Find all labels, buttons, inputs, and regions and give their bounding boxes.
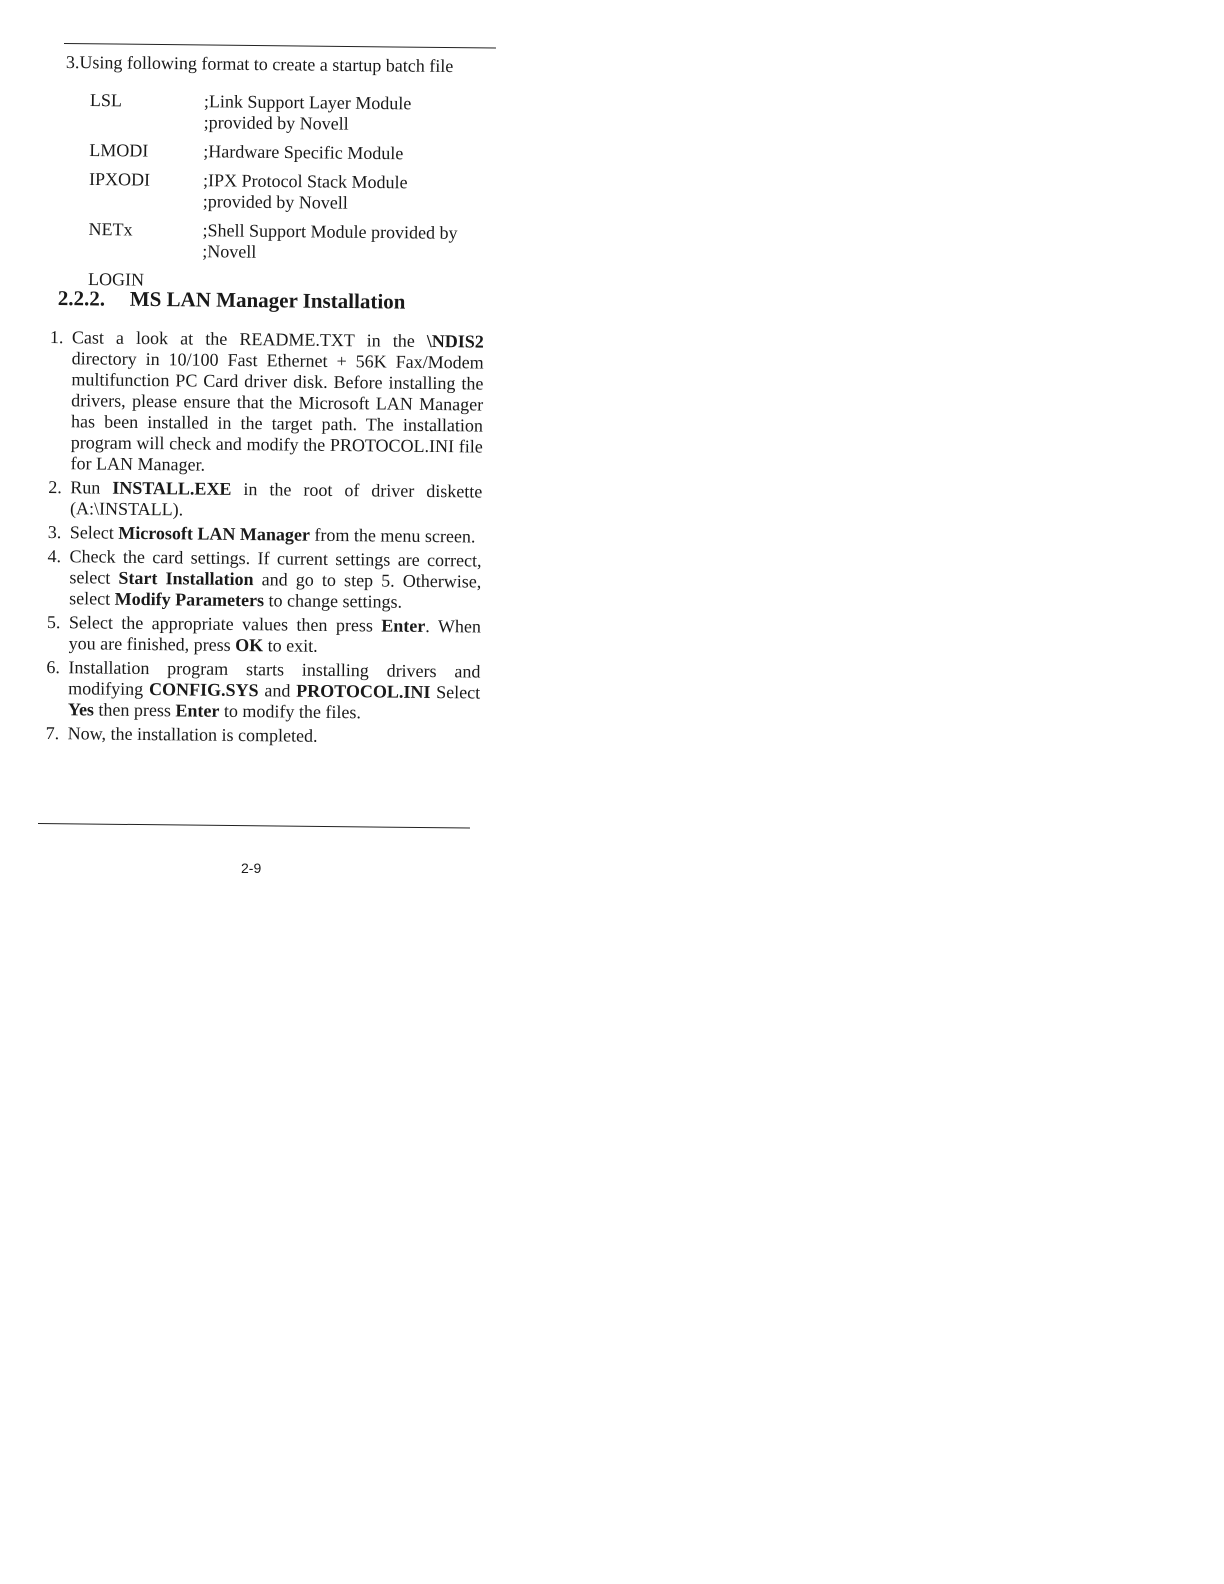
batch-comment: ;Link Support Layer Module <box>203 91 412 114</box>
step-text-run: in the root of driver diskette (A:\INSTALL). <box>69 478 483 520</box>
step-text-run: . When you are finished, press <box>68 615 481 655</box>
bold-term: OK <box>235 634 264 656</box>
installation-steps <box>46 327 484 752</box>
step-item <box>47 546 482 614</box>
step-item <box>48 522 482 548</box>
step-text <box>69 546 482 613</box>
batch-command: LSL <box>89 90 123 111</box>
batch-command <box>90 111 204 133</box>
batch-command <box>88 240 202 262</box>
bold-term: Enter <box>381 615 426 636</box>
section-heading <box>58 286 406 315</box>
batch-command: LMODI <box>89 139 149 161</box>
step-text <box>69 612 481 658</box>
step-number: 7. <box>45 722 60 744</box>
step-text <box>70 522 482 547</box>
step-text-run: and go to step 5. Otherwise, select <box>69 569 482 609</box>
section-number: 2.2.2. <box>57 286 106 311</box>
bold-term: INSTALL.EXE <box>112 477 232 499</box>
step-text <box>70 477 482 523</box>
bold-term: Microsoft LAN Manager <box>118 522 311 545</box>
batch-row <box>88 240 502 265</box>
step-item <box>46 723 480 749</box>
intro-line: 3.Using following format to create a startup batch file <box>65 52 454 77</box>
step-item <box>48 477 482 524</box>
bold-term: \NDIS2 <box>426 330 484 352</box>
step-text <box>68 657 481 724</box>
bold-term: Enter <box>175 700 220 721</box>
step-text-run: Installation program starts installing drivers and modifying <box>68 657 481 700</box>
step-item <box>47 612 481 659</box>
step-text-run: directory in 10/100 Fast Ethernet + 56K Fax/Modem multifunction PC Card driver disk. Before installing the drivers, please ensure that the Microsoft LAN Manager has been installed in the target path. The installation program will check and modify the PROTOCOL.INI file for LAN Manager. <box>70 348 484 475</box>
step-text-run: Check the card settings. If current settings are correct, select <box>69 546 482 588</box>
batch-comment: ;Hardware Specific Module <box>203 141 404 164</box>
step-text-run: then press <box>93 699 176 721</box>
step-number: 5. <box>46 611 61 633</box>
bold-term: Modify Parameters <box>114 588 265 611</box>
batch-command <box>89 190 203 212</box>
step-text-run: Select <box>430 682 481 703</box>
batch-row <box>89 190 503 215</box>
step-text-run: Select <box>69 522 119 543</box>
step-text <box>70 327 484 478</box>
step-number: 3. <box>47 521 62 543</box>
step-text-run: Select the appropriate values then press <box>68 612 382 636</box>
bold-term: PROTOCOL.INI <box>296 680 431 703</box>
batch-comment: ;provided by Novell <box>202 191 348 213</box>
step-number: 4. <box>47 545 62 567</box>
batch-command: IPXODI <box>88 168 151 190</box>
batch-comment: ;Shell Support Module provided by <box>202 220 458 243</box>
step-text-run: to exit. <box>263 635 318 656</box>
step-text-run: Run <box>70 477 113 498</box>
batch-row <box>89 140 503 165</box>
bold-term: Start Installation <box>118 567 254 590</box>
step-text-run: from the menu screen. <box>309 524 476 547</box>
batch-comment: ;provided by Novell <box>203 112 349 134</box>
step-number: 2. <box>48 476 62 498</box>
section-title: MS LAN Manager Installation <box>129 286 406 314</box>
batch-comment: ;Novell <box>202 241 257 262</box>
step-text-run: and <box>258 680 297 701</box>
batch-command: NETx <box>88 218 133 240</box>
top-divider <box>64 43 496 49</box>
batch-command: LOGIN <box>87 268 145 290</box>
step-text-run: Now, the installation is completed. <box>67 723 318 746</box>
step-text <box>68 723 480 748</box>
step-item <box>46 657 481 725</box>
batch-file-table <box>88 90 504 294</box>
step-number: 1. <box>49 327 64 348</box>
batch-comment: ;IPX Protocol Stack Module <box>202 170 408 193</box>
bold-term: CONFIG.SYS <box>148 679 259 701</box>
page-number: 2-9 <box>241 860 262 876</box>
step-text-run: to modify the files. <box>219 700 362 723</box>
step-text-run: Cast a look at the README.TXT in the <box>71 327 427 351</box>
step-number: 6. <box>46 656 61 678</box>
batch-row <box>90 111 504 136</box>
bottom-divider <box>38 823 470 829</box>
bold-term: Yes <box>67 699 95 720</box>
step-item <box>48 327 484 479</box>
step-text-run: to change settings. <box>263 590 403 612</box>
